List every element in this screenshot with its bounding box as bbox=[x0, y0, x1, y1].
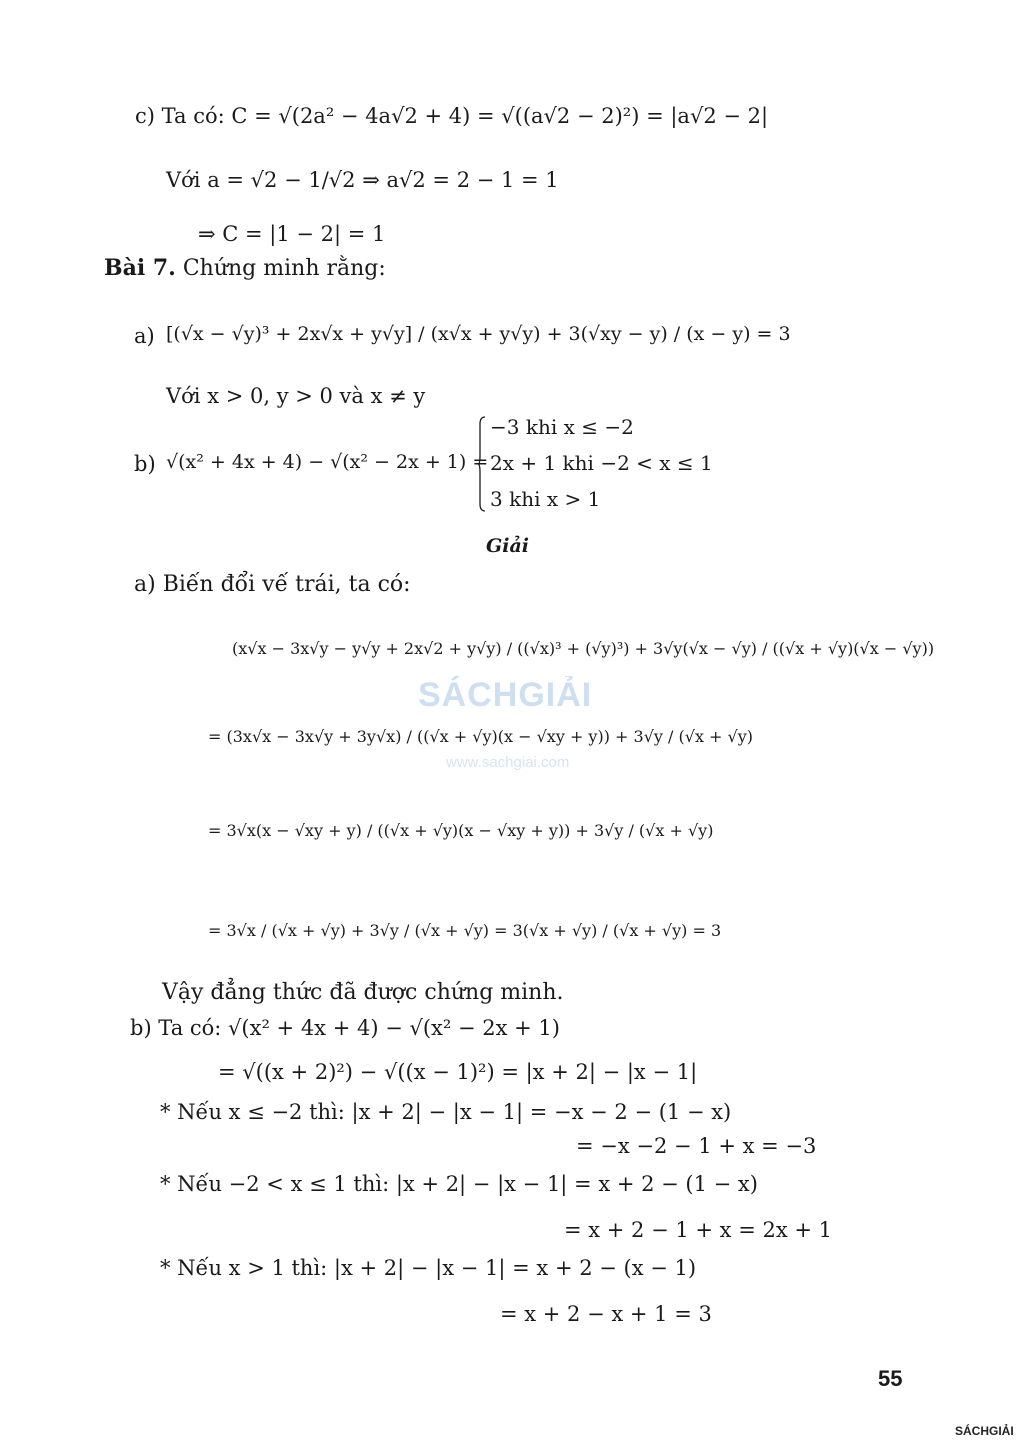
brace-icon bbox=[478, 416, 486, 512]
solution-a-step-4: = 3√x / (√x + √y) + 3√y / (√x + √y) = 3(√x + √y) / (√x + √y) = 3 bbox=[208, 921, 722, 940]
solution-a-step-2: = (3x√x − 3x√y + 3y√x) / ((√x + √y)(x − √xy + y)) + 3√y / (√x + √y) bbox=[208, 727, 754, 746]
piecewise-brace bbox=[478, 416, 486, 512]
solution-b-case-1: * Nếu x ≤ −2 thì: |x + 2| − |x − 1| = −x − 2 − (1 − x) bbox=[160, 1100, 732, 1124]
solution-a-conclusion: Vậy đẳng thức đã được chứng minh. bbox=[162, 980, 564, 1005]
solution-a-intro: a) Biến đổi vế trái, ta có: bbox=[134, 572, 411, 597]
solution-a-step-1: (x√x − 3x√y − y√y + 2x√2 + y√y) / ((√x)³ + (√y)³) + 3√y(√x − √y) / ((√x + √y)(√x − √y)) bbox=[232, 639, 935, 658]
statement-a-label: a) bbox=[134, 324, 155, 348]
solution-b-case-3-result: = x + 2 − x + 1 = 3 bbox=[500, 1302, 712, 1326]
piecewise-case-1: −3 khi x ≤ −2 bbox=[490, 415, 634, 439]
solution-b-line-2: = √((x + 2)²) − √((x − 1)²) = |x + 2| − |x − 1| bbox=[218, 1060, 698, 1084]
solution-b-case-1-result: = −x −2 − 1 + x = −3 bbox=[576, 1134, 817, 1158]
statement-b-label: b) bbox=[134, 452, 156, 476]
piecewise-case-3: 3 khi x > 1 bbox=[490, 487, 601, 511]
statement-a-condition: Với x > 0, y > 0 và x ≠ y bbox=[166, 384, 426, 408]
solution-heading: Giải bbox=[486, 535, 529, 557]
exercise-7-heading bbox=[104, 256, 386, 281]
solution-b-line-1: b) Ta có: √(x² + 4x + 4) − √(x² − 2x + 1) bbox=[130, 1016, 560, 1040]
statement-a-expression: [(√x − √y)³ + 2x√x + y√y] / (x√x + y√y) + 3(√xy − y) / (x − y) = 3 bbox=[166, 323, 791, 345]
piecewise-case-2: 2x + 1 khi −2 < x ≤ 1 bbox=[490, 451, 713, 475]
part-c-result: ⇒ C = |1 − 2| = 1 bbox=[198, 222, 386, 246]
watermark-url: www.sachgiai.com bbox=[446, 754, 570, 771]
solution-b-case-3: * Nếu x > 1 thì: |x + 2| − |x − 1| = x + 2 − (x − 1) bbox=[160, 1256, 697, 1280]
part-c-calculation: c) Ta có: C = √(2a² − 4a√2 + 4) = √((a√2 − 2)²) = |a√2 − 2| bbox=[135, 104, 769, 128]
watermark-logo: SÁCHGIẢI bbox=[418, 676, 593, 714]
part-c-condition: Với a = √2 − 1/√2 ⇒ a√2 = 2 − 1 = 1 bbox=[166, 168, 559, 192]
solution-b-case-2-result: = x + 2 − 1 + x = 2x + 1 bbox=[564, 1218, 832, 1242]
exercise-7-statement: Chứng minh rằng: bbox=[182, 256, 386, 281]
exercise-7-title: Bài 7. bbox=[104, 255, 176, 281]
statement-b-expression: √(x² + 4x + 4) − √(x² − 2x + 1) = bbox=[166, 451, 489, 473]
solution-a-step-3: = 3√x(x − √xy + y) / ((√x + √y)(x − √xy + y)) + 3√y / (√x + √y) bbox=[208, 821, 714, 840]
solution-b-case-2: * Nếu −2 < x ≤ 1 thì: |x + 2| − |x − 1| = x + 2 − (1 − x) bbox=[160, 1172, 758, 1196]
page-number: 55 bbox=[878, 1366, 903, 1391]
corner-logo: SÁCHGIẢI bbox=[955, 1424, 1014, 1438]
